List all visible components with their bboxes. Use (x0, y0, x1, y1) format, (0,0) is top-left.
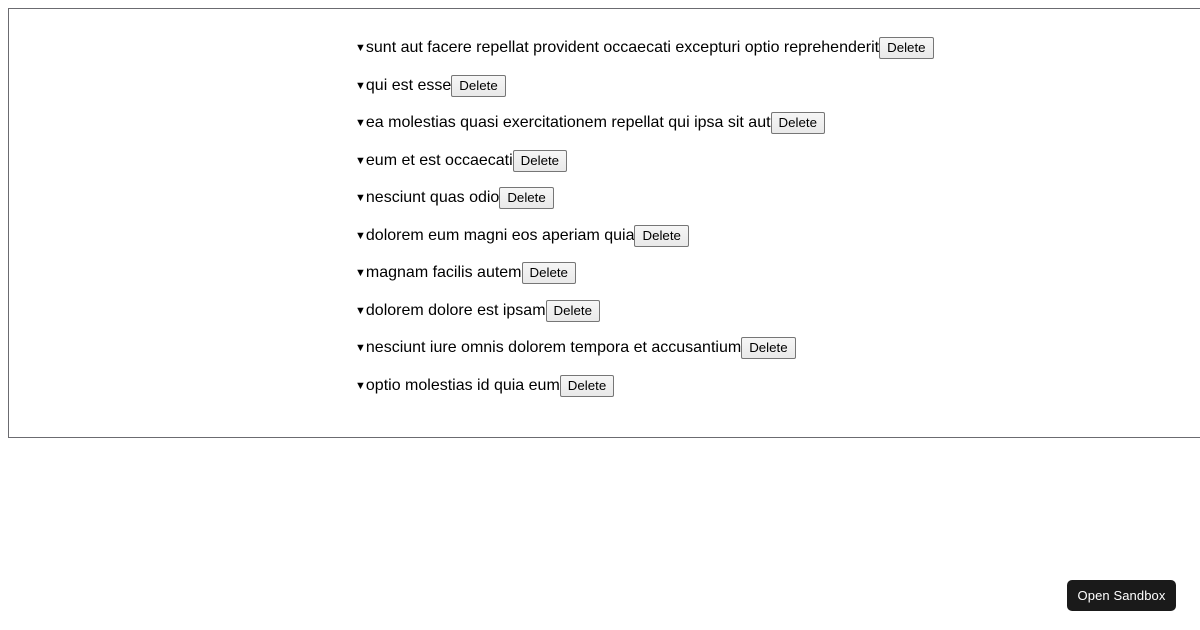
triangle-down-icon[interactable]: ▼ (355, 304, 366, 317)
list-item-6 (355, 262, 934, 284)
triangle-down-icon[interactable]: ▼ (355, 154, 366, 167)
delete-button-8[interactable]: Delete (741, 337, 795, 359)
delete-button-0[interactable]: Delete (879, 37, 933, 59)
list-item-title: sunt aut facere repellat provident occaecati excepturi optio reprehenderit (365, 39, 880, 56)
triangle-down-icon[interactable]: ▼ (355, 117, 366, 129)
list-item-title: eum et est occaecati (365, 151, 513, 169)
list-item-title: ea molestias quasi exercitationem repellat qui ipsa sit aut (365, 114, 771, 131)
triangle-down-icon[interactable]: ▼ (355, 379, 366, 392)
delete-button-5[interactable]: Delete (634, 225, 688, 247)
triangle-down-icon[interactable]: ▼ (355, 192, 366, 204)
delete-button-7[interactable]: Delete (546, 300, 600, 322)
delete-button-6[interactable]: Delete (522, 262, 576, 284)
list-item-title: nesciunt quas odio (365, 189, 500, 206)
preview-frame (8, 8, 1200, 438)
list-item-7 (355, 300, 934, 322)
open-sandbox-button[interactable] (1067, 580, 1176, 611)
list-item-title: dolorem dolore est ipsam (365, 301, 546, 319)
list-item-title: nesciunt iure omnis dolorem tempora et accusantium (365, 339, 742, 356)
list-item-title: dolorem eum magni eos aperiam quia (365, 226, 635, 244)
open-sandbox-label: Open Sandbox (1077, 588, 1166, 603)
list-item-title: qui est esse (365, 76, 452, 94)
triangle-down-icon[interactable]: ▼ (355, 229, 366, 242)
triangle-down-icon[interactable]: ▼ (355, 342, 366, 354)
delete-button-3[interactable]: Delete (513, 150, 567, 172)
delete-button-4[interactable]: Delete (499, 187, 553, 209)
triangle-down-icon[interactable]: ▼ (355, 267, 366, 279)
list-item-title: optio molestias id quia eum (365, 376, 560, 394)
list-item-8 (355, 337, 934, 359)
delete-button-1[interactable]: Delete (451, 75, 505, 97)
triangle-down-icon[interactable]: ▼ (355, 79, 366, 92)
list-item-5 (355, 225, 934, 247)
list-item-title: magnam facilis autem (365, 264, 522, 281)
post-list (355, 37, 934, 412)
list-item-0 (355, 37, 934, 59)
list-item-3 (355, 150, 934, 172)
delete-button-2[interactable]: Delete (771, 112, 825, 134)
list-item-9 (355, 375, 934, 397)
list-item-4 (355, 187, 934, 209)
list-item-2 (355, 112, 934, 134)
triangle-down-icon[interactable]: ▼ (355, 42, 366, 54)
list-item-1 (355, 75, 934, 97)
delete-button-9[interactable]: Delete (560, 375, 614, 397)
